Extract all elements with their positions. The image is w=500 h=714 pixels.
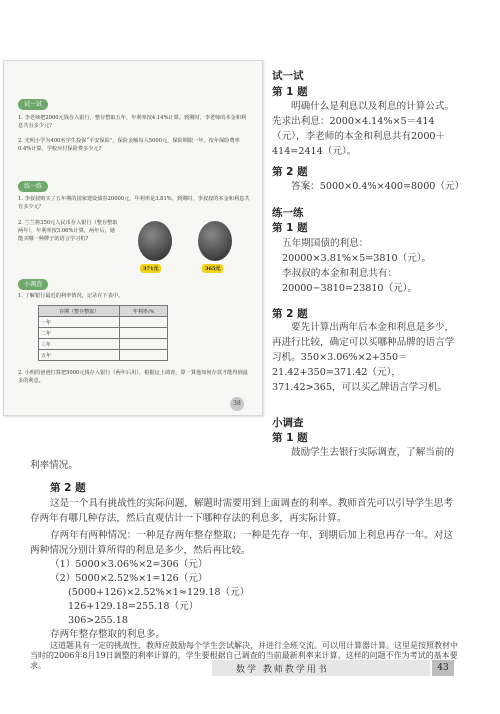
table-header-rate: 年利率/%: [120, 306, 168, 317]
table-row: [39, 328, 168, 339]
answer-survey-q1: 鼓励学生去银行实际调查，了解当前的: [291, 447, 455, 458]
table-row: [39, 350, 168, 361]
heading-try: 试一试: [272, 70, 304, 82]
heading-practice-q2: 第 2 题: [272, 308, 308, 320]
survey-q2-paragraph-1: 这是一个具有挑战性的实际问题，解题时需要用到上面调查的利率。教师首先可以引导学生思考存两年有哪几种存法，然后直观估计一下哪种存法的利息多，再实际计算。: [30, 498, 453, 524]
price-label-b: 365元: [202, 264, 223, 273]
answer-practice-q2: 要先计算出两年后本金和利息是多少，再进行比较，确定可以买哪种品牌的语言学习机。350×3.06%×2+350＝21.42+350=371.42（元），371.42>365，可以买乙牌语言学习机。: [272, 322, 455, 393]
calc-line-1: （1）5000×3.06%×2=306（元）: [50, 559, 208, 570]
table-cell-term: 五年: [39, 350, 120, 361]
page-footer: [0, 660, 500, 676]
section-tag-survey: 小调查: [18, 279, 48, 290]
table-header-term: 存期（整存整取）: [39, 306, 120, 317]
table-cell-term: 二年: [39, 328, 120, 339]
table-cell-rate: [120, 350, 168, 361]
inset-question-2: 2. 光明小学为400名学生投保“平安保险”，保险金额每人5000元，保险期限一年，按年保险费率0.4%计算，学校应付保险费多少元?: [18, 138, 240, 152]
heading-survey-q2: 第 2 题: [50, 482, 86, 494]
heading-practice-q1: 第 1 题: [272, 222, 308, 234]
interest-rate-table: [38, 305, 168, 361]
calc-line-5: 306>255.18: [68, 615, 128, 626]
heading-try-q1: 第 1 题: [272, 86, 308, 98]
table-row: [39, 317, 168, 328]
heading-practice: 练一练: [272, 207, 304, 219]
calc-conclusion: 存两年整存整取的利息多。: [50, 629, 166, 640]
section-tag-try: 试一试: [18, 99, 48, 110]
language-player-b-image: [198, 221, 232, 261]
answer-practice-q1-a: 五年期国债的利息：: [282, 238, 369, 249]
inset-question-4: 2. 兰兰将350元人民币存入银行（整存整取两年），年利率按3.06%计算，两年后，她能买哪一种牌子的语言学习机?: [18, 220, 118, 242]
answer-survey-q1-continued: 利率情况。: [30, 460, 78, 471]
section-tag-practice: 练一练: [18, 181, 48, 192]
answer-try-q2: 答案：5000×0.4%×400=8000（元）: [291, 181, 465, 192]
inset-question-5: 1. 了解银行最近的利率情况，记录在下表中。: [18, 293, 124, 299]
answer-practice-q1-c: 李叔叔的本金和利息共有：: [282, 268, 398, 279]
answer-practice-q1-b: 20000×3.81%×5=3810（元）。: [282, 253, 432, 264]
inset-page-number: 38: [230, 397, 244, 411]
price-label-a: 371元: [140, 264, 161, 273]
survey-q2-paragraph-3-text: 这道题具有一定的挑战性，教师应鼓励每个学生尝试解决，并进行全班交流。可以用计算器计算。这里是按照教材中当时的2006年8月19日调整的利率计算的，学生要根据自己调查的当前最新利率来计算。这样的问题不作为考试的基本要求。: [30, 641, 458, 670]
table-cell-rate: [120, 328, 168, 339]
heading-try-q2: 第 2 题: [272, 166, 308, 178]
calc-line-4: 126+129.18=255.18（元）: [68, 601, 199, 612]
table-cell-term: 一年: [39, 317, 120, 328]
survey-q2-paragraph-2: 存两年有两种情况：一种是存两年整存整取；一种是先存一年，到期后加上利息再存一年。对这两种情况分别计算所得的利息是多少，然后再比较。: [30, 530, 453, 556]
answer-try-q1: 明确什么是利息以及利息的计算公式。先求出利息：2000×4.14%×5＝414（元），李老师的本金和利息共有2000＋414=2414（元）。: [272, 101, 455, 157]
page-number: 43: [432, 660, 454, 676]
inset-question-6: 2. 小明的爸爸打算把5000元钱存入银行（两年后用），根据这上调查，算一算他如何存款才能得到最多的利息。: [18, 370, 248, 384]
answer-practice-q1-d: 20000−3810=23810（元）。: [282, 283, 418, 294]
table-cell-rate: [120, 317, 168, 328]
table-row: [39, 339, 168, 350]
inset-question-3: 1. 李叔叔购买了五年期的国家建设债券20000元，年利率是3.81%。到期时，李叔叔的本金和利息共有多少元？: [18, 196, 250, 210]
heading-survey-q1: 第 1 题: [272, 432, 308, 444]
heading-survey: 小调查: [272, 417, 304, 429]
table-cell-rate: [120, 339, 168, 350]
calc-line-2: （2）5000×2.52%×1=126（元）: [50, 573, 208, 584]
footer-title: 数学 教师教学用书: [236, 665, 329, 675]
textbook-page-image: [3, 60, 263, 416]
table-cell-term: 三年: [39, 339, 120, 350]
language-player-a-image: [138, 221, 172, 261]
calc-line-3: (5000+126)×2.52%×1≈129.18（元）: [68, 587, 250, 598]
inset-question-1: 1. 李老师把2000元钱存入银行，整存整取五年，年利率按4.14%计算。到期时，李老师的本金和利息共有多少元?: [18, 115, 247, 129]
